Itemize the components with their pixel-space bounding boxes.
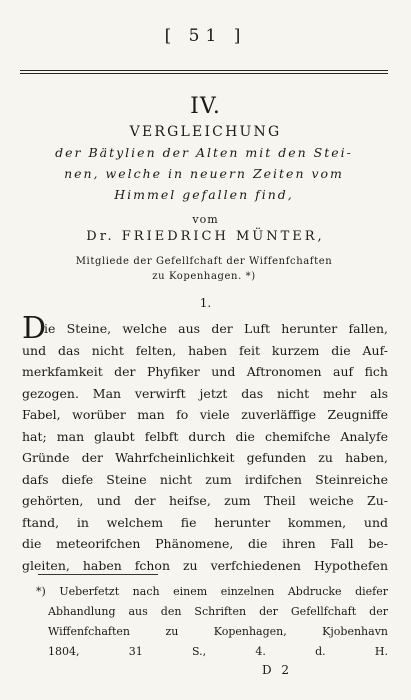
- body-line: ftand, in welchem fie herunter kommen, und: [22, 514, 388, 530]
- subtitle-line: Himmel gefallen find,: [114, 187, 294, 202]
- body-line: gezogen. Man verwirft jetzt das nicht mehr als: [22, 385, 388, 401]
- body-line: hat; man glaubt felbft durch die chemifche Analyfe: [22, 428, 388, 444]
- footnote-rule: [38, 574, 158, 575]
- page-number: [ 51 ]: [164, 26, 247, 46]
- body-line: ie Steine, welche aus der Luft herunter fallen,: [44, 321, 388, 336]
- author-name: Dr. FRIEDRICH MÜNTER,: [86, 229, 325, 244]
- subtitle-line: nen, welche in neuern Zeiten vom: [64, 166, 344, 181]
- footnote-line: Abhandlung aus den Schriften der Gefellfchaft der: [48, 605, 388, 618]
- body-line: und das nicht felten, haben feit kurzem die Auf-: [22, 342, 388, 358]
- drop-cap: D: [22, 311, 47, 346]
- byline-preposition: vom: [192, 213, 219, 226]
- footnote: [36, 582, 388, 662]
- body-line: Fabel, worüber man fo viele zuverläffige Zeugniffe: [22, 407, 388, 422]
- signature-mark: D 2: [262, 663, 293, 677]
- section-number: 1.: [199, 296, 212, 310]
- chapter-number: IV.: [190, 94, 221, 119]
- body-line: Gründe der Wahrfcheinlichkeit gefunden zu haben,: [22, 450, 388, 465]
- author-affiliation: Mitgliede der Gefellfchaft der Wiffenfchaften: [75, 256, 333, 267]
- author-affiliation: zu Kopenhagen. *): [152, 271, 256, 282]
- body-line: die meteorifchen Phänomene, die ihren Fall be-: [22, 536, 388, 551]
- header-rule: [20, 70, 388, 71]
- body-line: merkfamkeit der Phyfiker und Aftronomen auf fich: [22, 364, 388, 379]
- article-title: VERGLEICHUNG: [129, 124, 282, 140]
- subtitle-line: der Bätylien der Alten mit den Stei-: [55, 145, 353, 160]
- body-line: dafs diefe Steine nicht zum irdifchen Steinreiche: [22, 471, 388, 487]
- body-line: gehörten, und der heifse, zum Theil weiche Zu-: [22, 493, 388, 508]
- footnote-line: 1804, 31 S., 4. d. H.: [48, 645, 388, 658]
- body-text: [22, 311, 388, 576]
- footnote-line: *) Ueberfetzt nach einem einzelnen Abdrucke diefer: [36, 585, 388, 598]
- body-line: gleiten, haben fchon zu verfchiedenen Hypothefen: [22, 557, 388, 573]
- footnote-line: Wiffenfchaften zu Kopenhagen, Kjobenhavn: [48, 625, 388, 638]
